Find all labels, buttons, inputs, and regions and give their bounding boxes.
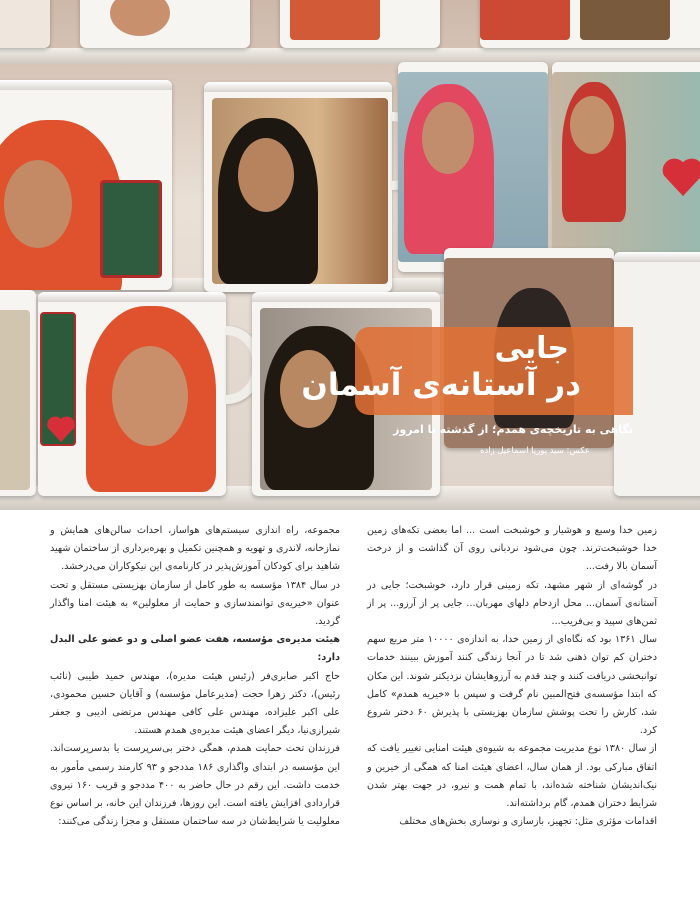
mug [80, 0, 250, 48]
heart-logo-icon [658, 152, 700, 202]
heart-logo-icon [44, 412, 78, 446]
mug [480, 0, 700, 48]
mug-portrait [290, 0, 380, 40]
photo-credit: عکس: سید پوریا اسماعیل زاده [480, 446, 591, 456]
paragraph: فرزندان تحت حمایت همدم، همگی دختر بی‌سرپرست یا بدسرپرست‌اند. این مؤسسه در ابتدای واگذاری ۱۸۶ مددجو و ۹۳ کارمند رسمی مأمور به خدمت داشت. این رقم در حال حاضر به ۴۰۰ مددجو و قریب ۱۶۰ نیروی قراردادی افزایش یافته است. این روزها، فرزندان این خانه، بر اساس نوع معلولیت یا شرایط‌شان در سه ساختمان مستقل و مجزا زندگی می‌کنند: [50, 743, 340, 828]
article-subtitle: نگاهی به تاریخچه‌ی همدم؛ از گذشته تا امروز [393, 423, 633, 436]
mug [0, 80, 172, 290]
paragraph-board-heading: هیئت مدیره‌ی مؤسسه، هفت عضو اصلی و دو عضو علی البدل دارد: [50, 634, 340, 664]
paragraph: مجموعه، راه اندازی سیستم‌های هواساز، احداث سالن‌های همایش و نمازخانه، لاندری و تهویه و همچنین تکمیل و بهره‌برداری از ساختمان شهید شاهید برای کودکان آموزش‌پذیر در کارنامه‌ی این نیکوکاران می‌درخشد. [50, 525, 340, 573]
article-title-line1: جایی [494, 331, 569, 366]
article-column-right [367, 522, 657, 831]
mug [552, 62, 700, 272]
mug [0, 0, 50, 48]
mug-portrait [110, 0, 170, 36]
article-title-line2: در آستانه‌ی آسمان [301, 367, 581, 403]
paragraph: از سال ۱۳۸۰ نوع مدیریت مجموعه به شیوه‌ی هیئت امنایی تغییر یافت که اتفاق مبارکی بود. از همان سال، اعضای هیئت امنا که همگی از خیرین و نیک‌اندیشان شناخته شده‌اند، با تمام همت و نیرو، در جهت بهتر شدن شرایط دختران همدم، گام برداشته‌اند. [367, 743, 657, 810]
mug [38, 292, 226, 496]
mug [0, 290, 36, 496]
article-column-left [50, 522, 340, 831]
paragraph: حاج اکبر صابری‌فر (رئیس هیئت مدیره)، مهندس حمید طیبی (نائب رئیس)، دکتر زهرا حجت (مدیرعامل مؤسسه) و آقایان حسین محمودی، علی اکبر علیزاده، مهندس علی کافی مهندس مرتضی ادیبی و جعفر شیرازی‌نیا، دیگر اعضای هیئت مدیره‌ی همدم هستند. [50, 670, 340, 737]
mug [398, 62, 548, 272]
title-banner [301, 327, 633, 415]
paragraph: در سال ۱۳۸۴ مؤسسه به طور کامل از سازمان بهزیستی مستقل و تحت عنوان «خیریه‌ی توانمندسازی و حمایت از معلولین» به هیئت امنا واگذار گردید. [50, 579, 340, 628]
mug [204, 82, 392, 292]
paragraph: سال ۱۳۶۱ بود که نگاه‌ای از زمین خدا، به اندازه‌ی ۱۰۰۰۰ متر مربع سهم دختران کم توان ذهنی شد تا در آنجا زندگی کنند آموزش ببینند خدمات توانبخشی دریافت کنند و چند قدم به آرزوهایشان نزدیکتر شوند. این مکان که ابتدا مؤسسه‌ی فتح‌المبین نام گرفت و سپس با «خیریه همدم» کامل شد، کارش را تحت پوشش سازمان بهزیستی با پذیرش ۶۰ دختر شروع کرد. [367, 634, 657, 737]
mug [280, 0, 440, 48]
paragraph: زمین خدا وسیع و هوشیار و خوشبخت است ... اما بعضی تکه‌های زمین خدا خوشبخت‌ترند. چون می‌شود نردبانی روی آن گذاشت و از درخت آسمان بالا رفت... [367, 525, 657, 573]
paragraph: در گوشه‌ای از شهر مشهد، تکه زمینی قرار دارد، خوشبخت؛ جایی در آستانه‌ی آسمان... محل ازدحام دلهای مهربان... جایی پر از آرزو... پر از ثمن‌های سپید و بی‌فریب... [367, 579, 657, 628]
mug-portrait [480, 0, 570, 40]
mug-portrait [580, 0, 670, 40]
paragraph: اقدامات مؤثری مثل: تجهیز، بازسازی و نوسازی بخش‌های مختلف [399, 816, 657, 828]
